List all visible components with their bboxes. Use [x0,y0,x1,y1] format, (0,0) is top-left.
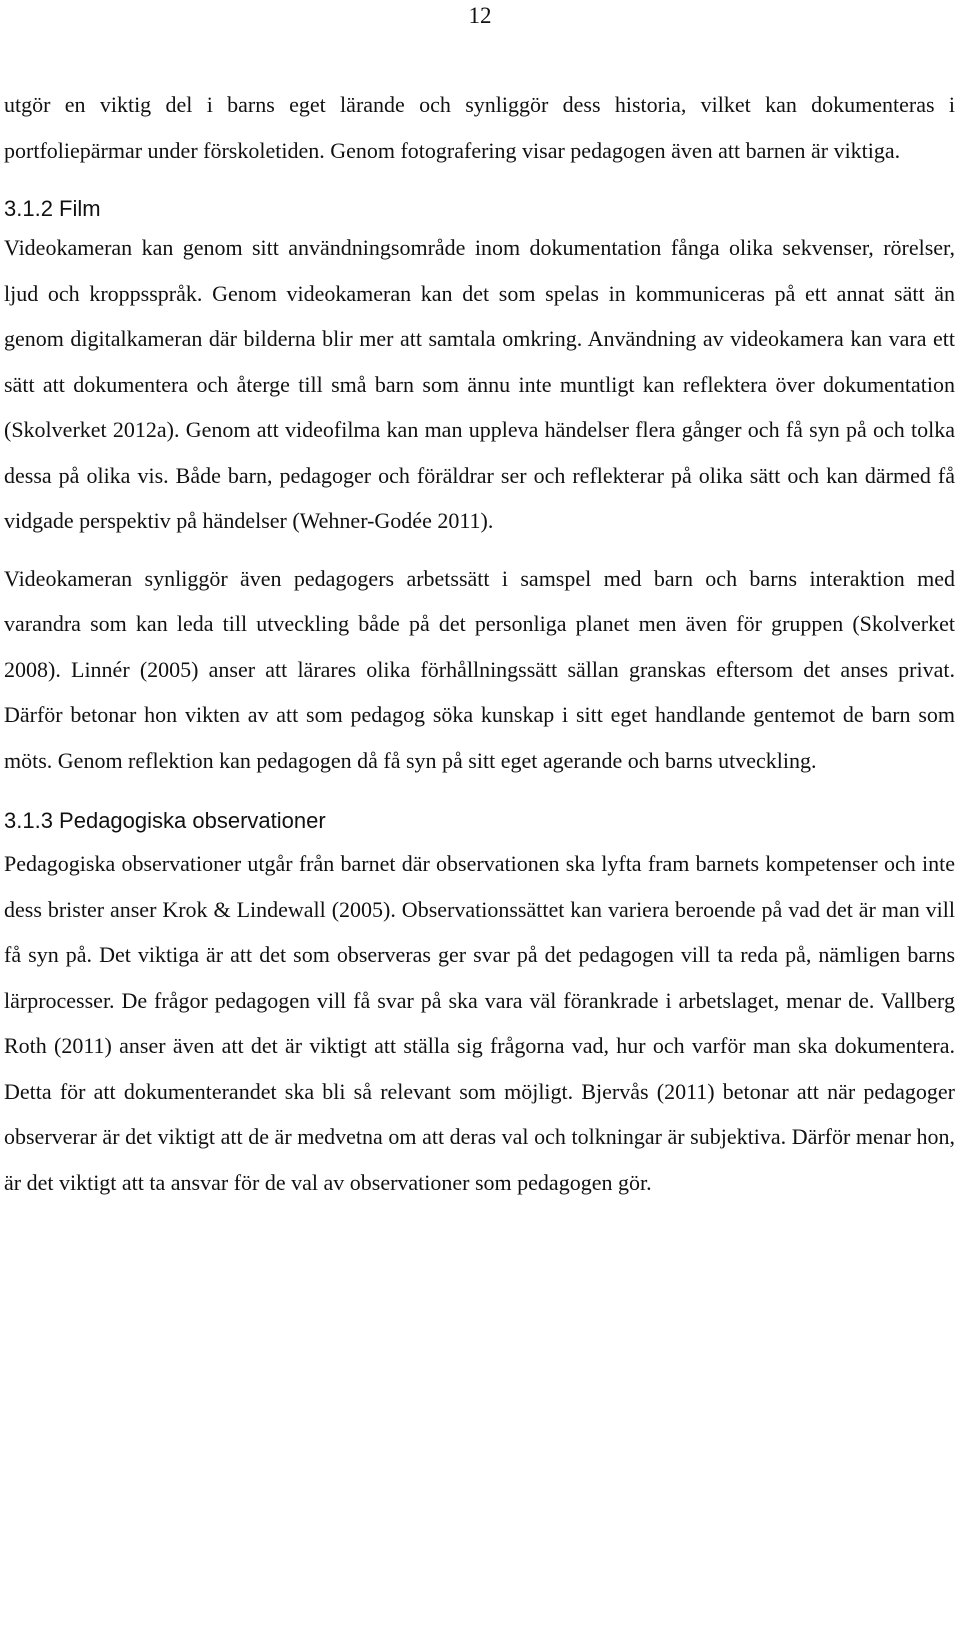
intro-paragraph: utgör en viktig del i barns eget lärande och synliggör dess historia, vilket kan dokumenteras i portfoliepärmar under förskoletiden. Genom fotografering visar pedagogen även att barnen är viktiga. [4,92,955,163]
film-paragraph-1: Videokameran kan genom sitt användningsområde inom dokumentation fånga olika sekvenser, rörelser, ljud och kroppsspråk. Genom videokameran kan det som spelas in kommuniceras på ett annat sätt än genom digitalkameran där bilderna blir mer att samtala omkring. Användning av videokamera kan vara ett sätt att dokumentera och återge till små barn som ännu inte muntligt kan reflektera över dokumentation (Skolverket 2012a). Genom att videofilma kan man uppleva händelser flera gånger och få syn på och tolka dessa på olika vis. Både barn, pedagoger och föräldrar ser och reflekterar på olika sätt och kan därmed få vidgade perspektiv på händelser (Wehner-Godée 2011). [4,235,955,533]
film-paragraph-2: Videokameran synliggör även pedagogers arbetssätt i samspel med barn och barns interaktion med varandra som kan leda till utveckling både på det personliga planet men även för gruppen (Skolverket 2008). Linnér (2005) anser att lärares olika förhållningssätt sällan granskas eftersom det anses privat. Därför betonar hon vikten av att som pedagog söka kunskap i sitt eget handlande gentemot de barn som möts. Genom reflektion kan pedagogen då få syn på sitt eget agerande och barns utveckling. [4,565,955,773]
page-number: 12 [468,3,492,28]
section-heading-film: 3.1.2 Film [4,196,101,221]
section-heading-observations: 3.1.3 Pedagogiska observationer [4,808,326,833]
document-body [4,82,955,1205]
observations-paragraph-1: Pedagogiska observationer utgår från barnet där observationen ska lyfta fram barnets kompetenser och inte dess brister anser Krok & Lindewall (2005). Observationssättet kan variera beroende på vad det är man vill få syn på. Det viktiga är att det som observeras ger svar på det pedagogen vill ta reda på, nämligen barns lärprocesser. De frågor pedagogen vill få svar på ska vara väl förankrade i arbetslaget, menar de. Vallberg Roth (2011) anser även att det är viktigt att ställa sig frågorna vad, hur och varför man ska dokumentera. Detta för att dokumenterandet ska bli så relevant som möjligt. Bjervås (2011) betonar att när pedagoger observerar är det viktigt att de är medvetna om att deras val och tolkningar är subjektiva. Därför menar hon, är det viktigt att ta ansvar för de val av observationer som pedagogen gör. [4,851,955,1195]
